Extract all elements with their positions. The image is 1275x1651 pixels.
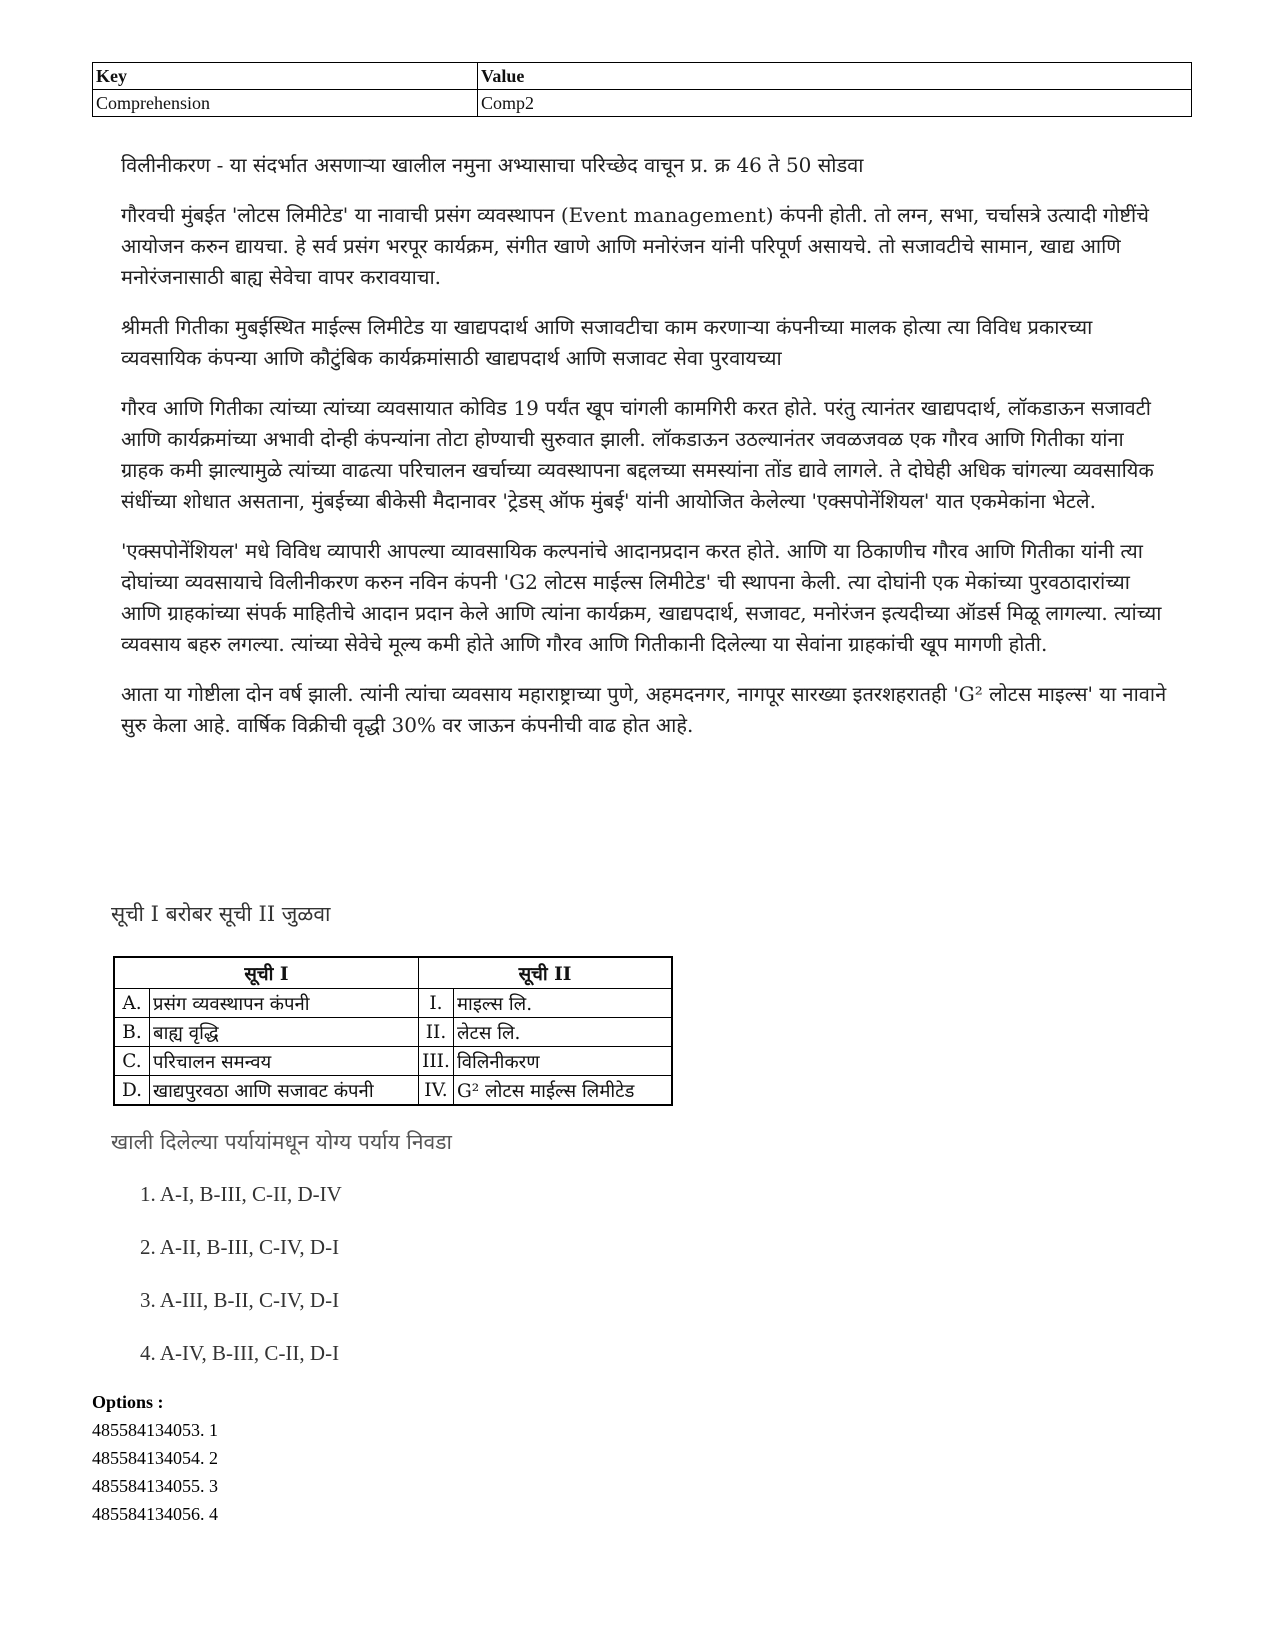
row-numeral: I. xyxy=(418,989,453,1018)
match-header-row xyxy=(114,957,672,989)
row-letter: B. xyxy=(114,1018,150,1047)
row-numeral: IV. xyxy=(418,1076,453,1106)
option-id: 485584134055. 3 xyxy=(92,1476,218,1496)
options-list xyxy=(92,1392,218,1532)
row-letter: C. xyxy=(114,1047,150,1076)
row-letter: A. xyxy=(114,989,150,1018)
kv-header-key: Key xyxy=(93,63,478,90)
kv-header-value: Value xyxy=(478,63,1192,90)
answer-choice: 2. A-II, B-III, C-IV, D-I xyxy=(140,1235,340,1259)
list-1-item: प्रसंग व्यवस्थापन कंपनी xyxy=(150,989,419,1018)
passage-instruction: विलीनीकरण - या संदर्भात असणाऱ्या खालील नमुना अभ्यासाचा परिच्छेद वाचून प्र. क्र 46 ते 50 सोडवा xyxy=(121,153,864,177)
list-1-item: परिचालन समन्वय xyxy=(150,1047,419,1076)
list-1-item: बाह्य वृद्धि xyxy=(150,1018,419,1047)
table-row xyxy=(93,90,1192,117)
passage-paragraph: आता या गोष्टीला दोन वर्ष झाली. त्यांनी त्यांचा व्यवसाय महाराष्ट्राच्या पुणे, अहमदनगर, नागपूर सारख्या इतरशहरातही 'G² लोटस माइल्स' या नावाने सुरु केला आहे. वार्षिक विक्रीची वृद्धी 30% वर जाऊन कंपनीची वाढ होत आहे. xyxy=(121,682,1167,737)
list-1-header: सूची I xyxy=(114,957,418,989)
match-heading: सूची I बरोबर सूची II जुळवा xyxy=(111,902,331,926)
list-2-item: लेटस लि. xyxy=(453,1018,672,1047)
kv-cell-key: Comprehension xyxy=(93,90,478,117)
kv-cell-value: Comp2 xyxy=(478,90,1192,117)
row-numeral: II. xyxy=(418,1018,453,1047)
list-1-item: खाद्यपुरवठा आणि सजावट कंपनी xyxy=(150,1076,419,1106)
option-id: 485584134054. 2 xyxy=(92,1448,218,1468)
answer-choice: 1. A-I, B-III, C-II, D-IV xyxy=(140,1182,342,1206)
list-2-header: सूची II xyxy=(418,957,672,989)
match-table xyxy=(113,956,673,1106)
list-2-item: G² लोटस माईल्स लिमीटेड xyxy=(453,1076,672,1106)
answer-choices xyxy=(140,1182,342,1394)
row-numeral: III. xyxy=(418,1047,453,1076)
row-letter: D. xyxy=(114,1076,150,1106)
list-2-item: विलिनीकरण xyxy=(453,1047,672,1076)
list-2-item: माइल्स लि. xyxy=(453,989,672,1018)
key-value-table xyxy=(92,62,1192,117)
table-row xyxy=(114,1047,672,1076)
table-row xyxy=(114,1076,672,1106)
passage-paragraph: गौरव आणि गितीका त्यांच्या त्यांच्या व्यवसायात कोविड 19 पर्यंत खूप चांगली कामगिरी करत होते. परंतु त्यानंतर खाद्यपदार्थ, लॉकडाऊन सजावटी आणि कार्यक्रमांच्या अभावी दोन्ही कंपन्यांना तोटा होण्याची सुरुवात झाली. लॉकडाऊन उठल्यानंतर जवळजवळ एक गौरव आणि गितीका यांना ग्राहक कमी झाल्यामुळे त्यांच्या वाढत्या परिचालन खर्चाच्या व्यवस्थापना बद्दलच्या समस्यांना तोंड द्यावे लागले. ते दोघेही अधिक चांगल्या व्यवसायिक संधींच्या शोधात असताना, मुंबईच्या बीकेसी मैदानावर 'ट्रेडस् ऑफ मुंबई' यांनी आयोजित केलेल्या 'एक्सपोनेंशियल' यात एकमेकांना भेटले. xyxy=(121,396,1154,513)
table-row xyxy=(114,1018,672,1047)
option-id: 485584134053. 1 xyxy=(92,1420,218,1440)
table-row xyxy=(114,989,672,1018)
choose-option-heading: खाली दिलेल्या पर्यायांमधून योग्य पर्याय निवडा xyxy=(111,1130,452,1154)
comprehension-passage xyxy=(121,150,1171,760)
passage-paragraph: 'एक्सपोनेंशियल' मधे विविध व्यापारी आपल्या व्यावसायिक कल्पनांचे आदानप्रदान करत होते. आणि या ठिकाणीच गौरव आणि गितीका यांनी त्या दोघांच्या व्यवसायाचे विलीनीकरण करुन नविन कंपनी 'G2 लोटस माईल्स लिमीटेड' ची स्थापना केली. त्या दोघांनी एक मेकांच्या पुरवठादारांच्या आणि ग्राहकांच्या संपर्क माहितीचे आदान प्रदान केले आणि त्यांना कार्यक्रम, खाद्यपदार्थ, सजावट, मनोरंजन इत्यदीच्या ऑडर्स मिळू लागल्या. त्यांच्या व्यवसाय बहरु लगल्या. त्यांच्या सेवेचे मूल्य कमी होते आणि गौरव आणि गितीकानी दिलेल्या या सेवांना ग्राहकांची खूप मागणी होती. xyxy=(121,539,1162,656)
answer-choice: 3. A-III, B-II, C-IV, D-I xyxy=(140,1288,340,1312)
options-title: Options : xyxy=(92,1392,164,1412)
answer-choice: 4. A-IV, B-III, C-II, D-I xyxy=(140,1341,340,1365)
passage-paragraph: गौरवची मुंबईत 'लोटस लिमीटेड' या नावाची प्रसंग व्यवस्थापन (Event management) कंपनी होती. तो लग्न, सभा, चर्चासत्रे उत्यादी गोष्टींचे आयोजन करुन द्यायचा. हे सर्व प्रसंग भरपूर कार्यक्रम, संगीत खाणे आणि मनोरंजन यांनी परिपूर्ण असायचे. तो सजावटीचे सामान, खाद्य आणि मनोरंजनासाठी बाह्य सेवेचा वापर करावयाचा. xyxy=(121,203,1149,289)
kv-header-row xyxy=(93,63,1192,90)
option-id: 485584134056. 4 xyxy=(92,1504,218,1524)
passage-paragraph: श्रीमती गितीका मुबईस्थित माईल्स लिमीटेड या खाद्यपदार्थ आणि सजावटीचा काम करणाऱ्या कंपनीच्या मालक होत्या त्या विविध प्रकारच्या व्यवसायिक कंपन्या आणि कौटुंबिक कार्यक्रमांसाठी खाद्यपदार्थ आणि सजावट सेवा पुरवायच्या xyxy=(121,315,1093,370)
